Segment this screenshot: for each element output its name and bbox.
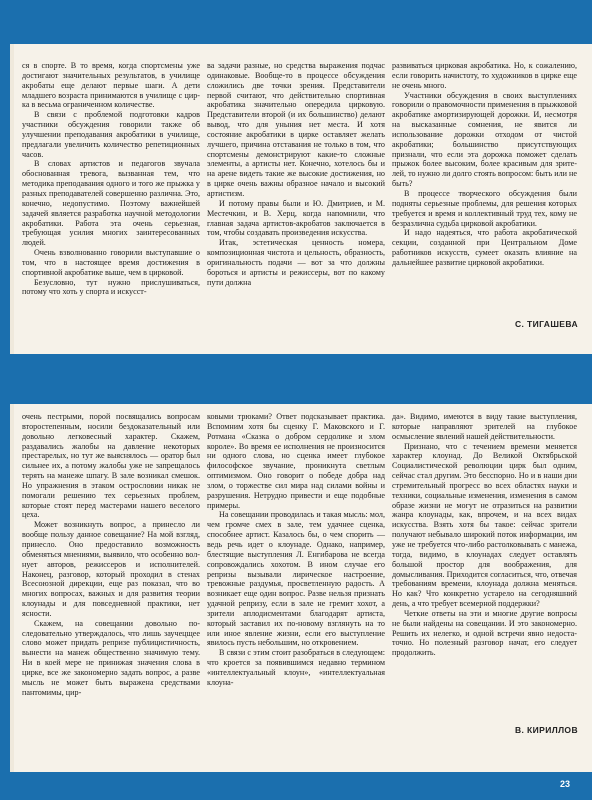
top-blue-band	[0, 0, 592, 44]
lower-column-3	[392, 412, 577, 658]
paragraph: ковыми трюками? Ответ подсказывает практика. Вспомним хотя бы сценку Г. Маковского и Г. Ротмана «Сказка о добром сердолике и злом короле». Во время ее исполнения не произносится ни одного слова, но сценка имеет глубокое философское звучание, проникнута светлым оптимизмом. Оно говорит о победе добра над злом, о торжестве сил мира над силами войны и разрушения. Нетрудно привести и еще подобные примеры.	[207, 412, 385, 510]
left-edge-strip	[0, 44, 10, 354]
paragraph: Признано, что с течением времени меняется характер клоунад. До Великой Октябрьской Социалистической революции цирк был одним, сейчас стал другим. Это бесспорно. Но и в наши дни стремительный прогресс во всех областях науки и техники, социальные изменения, изменения в самом образе жизни не могут не отразиться на развитии жанра клоунады, как, впрочем, и на всех видах искусства. Взять хотя бы такое: сейчас зрители получают небывало широкий поток информации, им уже не требуется что-либо растолковывать с манежа, тогда, видимо, в клоунадах следует оставлять большой простор для воображения, для домысливания. Приходится согласиться, что, отвечая требованиям времени, клоунада должна меняться. Но как? Что конкретно устарело на сегодняшний день, а что требует всемерной поддержки?	[392, 441, 577, 609]
paragraph: развиваться цирковая акробатика. Но, к сожалению, если говорить начистоту, то художников в цирке еще не очень много.	[392, 61, 577, 90]
upper-article-sheet	[14, 44, 592, 354]
left-edge-strip	[0, 404, 10, 772]
upper-column-3	[392, 61, 577, 268]
paragraph: Скажем, на совещании довольно последовательно утверждалось, что лишь заучецщее слово может придать репризе публицистичность, вынести на манеж общественно значимую тему. Ни в коей мере не принижая значения слова в цирке, все же закономерно задать вопрос, а разве мысль не может быть выражена средствами пантомимы, цир-	[22, 618, 200, 697]
paragraph: И надо надеяться, что работа акробатической секции, созданной при Центральном Доме работников искусств, сумеет оказать влияние на дальнейшее развитие цирковой акробатики.	[392, 228, 577, 267]
paragraph: В связи с этим стоит разобраться в следующем: что кроется за появившимся недавно термином «интеллектуальный клоун», «интеллектуальная клоуна-	[207, 648, 385, 687]
paragraph: Может возникнуть вопрос, а принесло ли вообще пользу данное совещание? На мой взгляд, принесло. Оно предоставило возможность обменяться мнениями, выявило, что особенно волнует авторов, режиссеров и исполнителей. Наконец, разговор, который проходил в стенах Всесоюзной дирекции, еще раз показал, что во многих вопросах, важных и для развития теории клоунады и для повседневной практики, нет ясности.	[22, 520, 200, 618]
paragraph: ся в спорте. В то время, когда спортсмены уже достигают значительных результатов, в училище акробаты еще делают первые шаги. А дети младшего возраста принимаются в училище с цирка в весьма ограниченном количестве.	[22, 61, 200, 110]
paragraph: Четкие ответы на эти и многие другие вопросы не были найдены на совещании. И это закономерно. Решить их нелегко, и одной встречи явно недостаточно. Но полезный разговор начат, его следует продолжить.	[392, 608, 577, 658]
paragraph: В связи с проблемой подготовки кадров участники обсуждения говорили также об улучшении преподавания акробатики в училище, предлагали увеличить количество репетиционных часов.	[22, 110, 200, 159]
paragraph: На совещании проводилась и такая мысль: мол, чем громче смех в зале, тем удачнее сценка, способнее артист. Казалось бы, о чем спорить — ведь речь идет о клоунаде. Однако, например, блестящие выступления Л. Енгибарова не всегда сопровождались хохотом. В ином случае его репризы вызывали лирическое настроение, тревожные раздумья, просветленную радость. А возникает еще один вопрос. Разве нельзя признать удачной репризу, если в зале не гремит хохот, а зрители аплодисментами благодарят артиста, который заставил их по-новому взглянуть на то или иное явление жизни, если его выступление явилось пусть небольшим, но откровением.	[207, 510, 385, 648]
lower-column-2	[207, 412, 385, 688]
paragraph: В словах артистов и педагогов звучала обоснованная тревога, вызванная тем, что методика преподавания одного и того же прыжка у разных преподавателей совершенно различна. Это, конечно, недопустимо. Поэтому важнейшей задачей является разработка научной методологии акробатики. Работа эта очень серьезная, требующая усилия многих заинтересованных людей.	[22, 159, 200, 248]
paragraph: И потому правы были и Ю. Дмитриев, и М. Местечкин, и В. Херц, когда напомнили, что главная задача артистов-акробатов заключается в том, чтобы создавать произведения искусства.	[207, 198, 385, 238]
paragraph: да». Видимо, имеются в виду такие выступления, которые направляют зрителей на глубокое осмысление явлений нашей действительности.	[392, 412, 577, 441]
lower-column-1	[22, 412, 200, 697]
upper-column-2	[207, 61, 385, 287]
bottom-blue-band	[0, 772, 592, 800]
lower-article-sheet	[14, 404, 592, 772]
author-signature: С. ТИГАШЕВА	[514, 319, 578, 329]
middle-blue-band	[0, 354, 592, 404]
paragraph: ва задачи разные, но средства выражения подчас одинаковые. Вообще-то в процессе обсуждения сложились две точки зрения. Представители первой считают, что действительно спортивная акробатика значительно опередила цирковую. Представители второй (и их большинство) делают вывод, что для уныния нет места. И хотя состояние акробатики в цирке оставляет желать лучшего, причина отставания не только в том, что спортсмены демонстрируют какие-то сложные элементы, а артисты нет. Конечно, хотелось бы и на арене видеть такие же высокие достижения, но в цирке очень важны образное начало и высокий артистизм.	[207, 61, 385, 198]
page-number: 23	[559, 779, 570, 789]
paragraph: Итак, эстетическая ценность номера, композиционная чистота и цельность, образность, оригинальность подачи — вот за что должны бороться и артисты и режиссеры, вот по какому пути должна	[207, 238, 385, 287]
paragraph: В процессе творческого обсуждения были подняты серьезные проблемы, для решения которых требуется и время и коллективный труд тех, кому не безразлична судьба цирковой акробатики.	[392, 188, 577, 228]
upper-column-1	[22, 61, 200, 297]
author-signature: В. КИРИЛЛОВ	[514, 725, 578, 735]
paragraph: Очень взволнованно говорили выступавшие о том, что в настоящее время достижения в спортивной акробатике выше, чем в цирковой.	[22, 248, 200, 277]
paragraph: очень пестрыми, порой посвящались вопросам второстепенным, носили бездоказательный или довольно легковесный характер. Скажем, раздавались жалобы на давление некоторых престарелых, но тут же выяснялось — оратор был сильнее их, а потому жалобы уже не запрещалось терять на манеже шпагу. В зале возникал смешок. Но упражнения в этаком острословии никак не помогали решению тех серьезных проблем, которые стоят перед мастерами нашего веселого цеха.	[22, 412, 200, 520]
paragraph: Безусловно, тут нужно прислушиваться, потому что хоть у спорта и искусст-	[22, 277, 200, 297]
paragraph: Участники обсуждения в своих выступлениях говорили о правомочности применения в прыжковой акробатике амортизирующей дорожки. И, несмотря на высказанные сомнения, не явится ли использование дорожки отходом от чистой акробатики; большинство присутствующих признали, что если эта дорожка поможет сделать прыжок более высоким, более красивым для зрителей, то нужно ли долго стоять вопросом: быть или не быть?	[392, 90, 577, 189]
